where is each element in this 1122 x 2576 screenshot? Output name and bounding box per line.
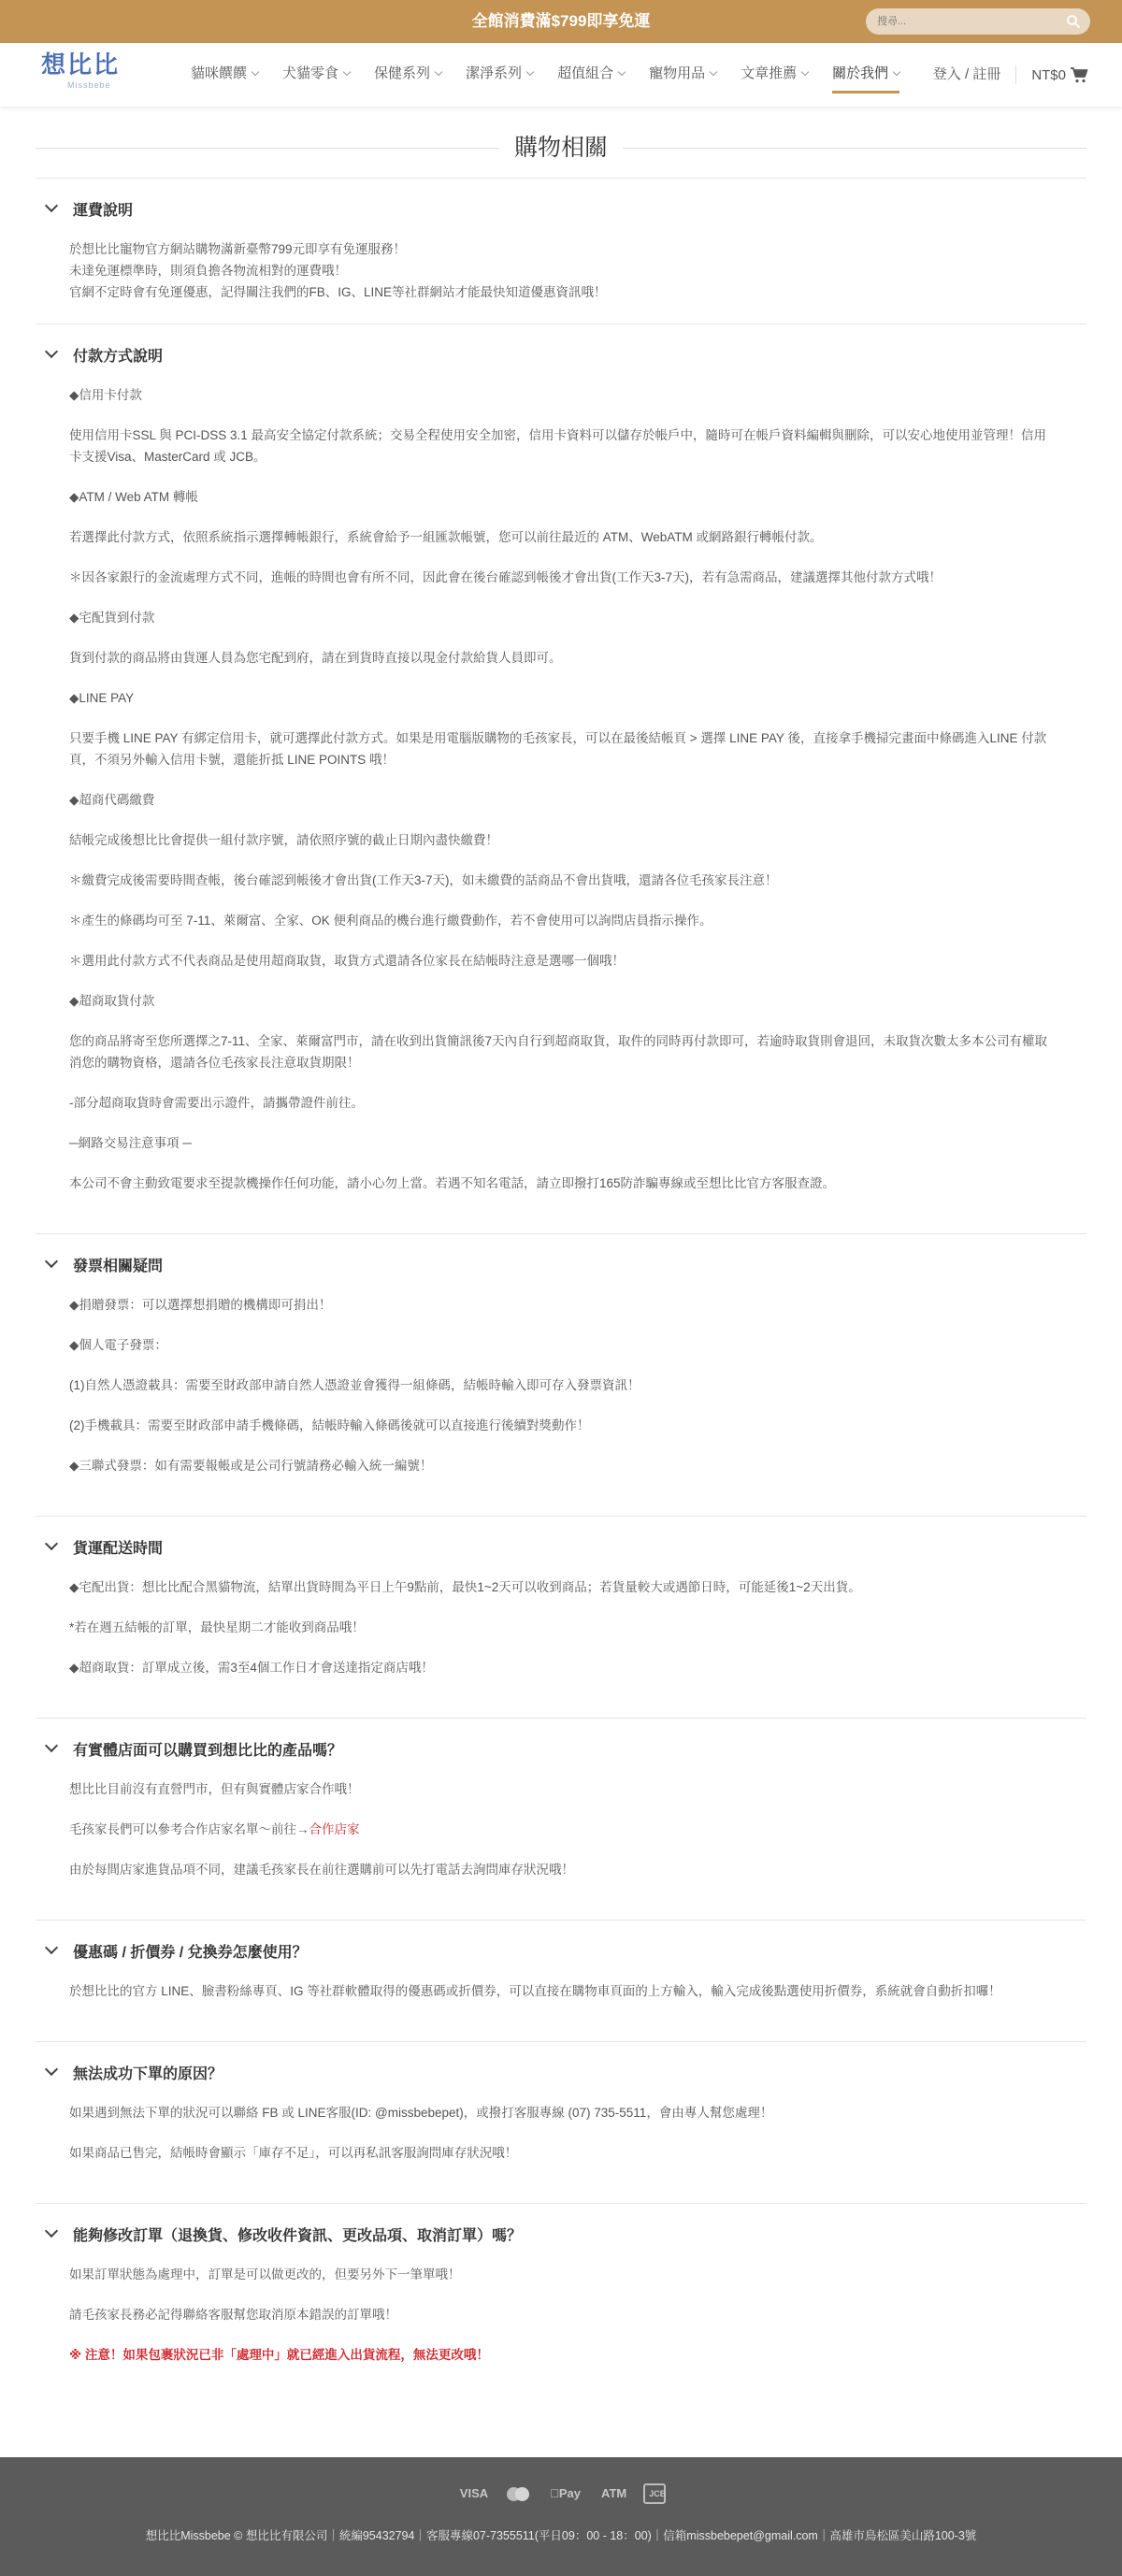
chevron-down-icon — [45, 199, 58, 212]
faq-paragraph: 結帳完成後想比比會提供一組付款序號，請依照序號的截止日期內盡快繳費！ — [69, 833, 498, 847]
jcb-icon: JCB — [643, 2483, 666, 2504]
chevron-down-icon — [343, 68, 351, 76]
faq-paragraph: 只要手機 LINE PAY 有綁定信用卡，就可選擇此付款方式。如果是用電腦版購物的毛孩家長，可以在最後結帳頁 > 選擇 LINE PAY 後，直接拿手機掃完畫面中條碼進入LINE 付款頁，不須另外輸入信用卡號，還能折抵 LINE POINTS 哦！ — [69, 731, 1047, 767]
faq-paragraph: ◆超商取貨：訂單成立後，需3至4個工作日才會送達指定商店哦！ — [69, 1661, 434, 1675]
faq-title: 付款方式說明 — [73, 348, 164, 365]
nav-item-snacks[interactable] — [282, 43, 350, 107]
faq-title: 無法成功下單的原因？ — [73, 2065, 223, 2082]
chevron-down-icon — [252, 68, 259, 76]
nav-label: 貓咪饌饌 — [191, 65, 248, 81]
promo-bar — [0, 0, 1122, 43]
header-actions — [933, 43, 1088, 107]
faq-toggle[interactable] — [36, 2042, 1086, 2102]
partner-stores-link[interactable]: 合作店家 — [309, 1822, 360, 1836]
footer-copyright: 想比比Missbebe © 想比比有限公司｜統編95432794｜客服專線07-7355511(平日09：00 - 18：00)｜信箱missbebepet@gmail.com｜高雄市鳥松區美山路100-3號 — [145, 2529, 977, 2542]
chevron-down-icon — [45, 1941, 58, 1954]
faq-paragraph: 您的商品將寄至您所選擇之7-11、全家、萊爾富門市，請在收到出貨簡訊後7天內自行到超商取貨，取件的同時再付款即可，若逾時取貨則會退回，未取貨次數太多本公司有權取消您的購物資格，還請各位毛孩家長注意取貨期限！ — [69, 1034, 1048, 1070]
faq-section-modify-order — [36, 2203, 1086, 2405]
faq-toggle[interactable] — [36, 324, 1086, 384]
chevron-down-icon — [893, 68, 900, 76]
nav-label: 寵物用品 — [649, 65, 706, 81]
faq-paragraph: ◆捐贈發票：可以選擇想捐贈的機構即可捐出！ — [69, 1298, 332, 1312]
payment-icons — [0, 2483, 1122, 2504]
faq-paragraph: (1)自然人憑證載具：需要至財政部申請自然人憑證並會獲得一組條碼，結帳時輸入即可存入發票資訊！ — [69, 1378, 640, 1392]
faq-title: 貨運配送時間 — [73, 1540, 164, 1557]
faq-paragraph: ＊繳費完成後需要時間查帳，後台確認到帳後才會出貨(工作天3-7天)，如未繳費的話商品不會出貨哦，還請各位毛孩家長注意！ — [69, 873, 778, 887]
faq-line: 官網不定時會有免運優惠，記得關注我們的FB、IG、LINE等社群網站才能最快知道優惠資訊哦！ — [69, 285, 607, 299]
faq-title: 有實體店面可以購買到想比比的產品嗎？ — [73, 1742, 343, 1759]
cart-icon — [1070, 66, 1088, 83]
faq-paragraph — [69, 1819, 1058, 1840]
mastercard-icon — [505, 2483, 533, 2504]
nav-label: 超值組合 — [557, 65, 614, 81]
nav-item-cat-food[interactable] — [191, 43, 258, 107]
chevron-down-icon — [618, 68, 626, 76]
faq-paragraph: 貨到付款的商品將由貨運人員為您宅配到府，請在到貨時直接以現金付款給貨人員即可。 — [69, 651, 562, 665]
page-title: 購物相關 — [499, 135, 623, 161]
nav-item-articles[interactable] — [741, 43, 808, 107]
login-link[interactable]: 登入 / 註冊 — [933, 65, 1017, 84]
faq-toggle[interactable] — [36, 179, 1086, 238]
chevron-down-icon — [45, 345, 58, 358]
chevron-down-icon — [45, 2063, 58, 2076]
faq-paragraph: 本公司不會主動致電要求至提款機操作任何功能，請小心勿上當。若遇不知名電話，請立即撥打165防詐騙專線或至想比比官方客服查證。 — [69, 1176, 836, 1190]
faq-paragraph: ◆超商代碼繳費 — [69, 793, 155, 807]
faq-paragraph: 若選擇此付款方式，依照系統指示選擇轉帳銀行，系統會給予一組匯款帳號，您可以前往最近的 ATM、WebATM 或網路銀行轉帳付款。 — [69, 530, 823, 544]
faq-section-coupons — [36, 1920, 1086, 2041]
chevron-down-icon — [435, 68, 442, 76]
faq-paragraph: ＊因各家銀行的金流處理方式不同，進帳的時間也會有所不同，因此會在後台確認到帳後才會出貨(工作天3-7天)，若有急需商品，建議選擇其他付款方式哦！ — [69, 570, 942, 584]
chevron-down-icon — [710, 68, 717, 76]
faq-line: 於想比比寵物官方網站購物滿新臺幣799元即享有免運服務！ — [69, 242, 407, 256]
faq-section-delivery-time — [36, 1516, 1086, 1718]
main-nav — [191, 43, 924, 107]
faq-warning: ※ 注意！如果包裹狀況已非「處理中」就已經進入出貨流程，無法更改哦！ — [69, 2348, 489, 2362]
faq-section-physical-stores — [36, 1718, 1086, 1920]
faq-title: 能夠修改訂單（退換貨、修改收件資訊、更改品項、取消訂單）嗎？ — [73, 2227, 523, 2244]
faq-paragraph: ◆三聯式發票：如有需要報帳或是公司行號請務必輸入統一編號！ — [69, 1459, 433, 1473]
faq-toggle[interactable] — [36, 2204, 1086, 2264]
nav-label: 保健系列 — [374, 65, 431, 81]
nav-item-health[interactable] — [374, 43, 441, 107]
faq-body — [36, 384, 1086, 1194]
chevron-down-icon — [45, 1537, 58, 1550]
faq-paragraph: -部分超商取貨時會需要出示證件，請攜帶證件前往。 — [69, 1096, 364, 1110]
faq-line: 未達免運標準時，則須負擔各物流相對的運費哦！ — [69, 264, 347, 278]
nav-label: 犬貓零食 — [282, 65, 339, 81]
faq-section-payment — [36, 324, 1086, 1233]
faq-paragraph: ＊選用此付款方式不代表商品是使用超商取貨，取貨方式還請各位家長在結帳時注意是選哪一個哦！ — [69, 954, 625, 968]
chevron-down-icon — [45, 2224, 58, 2238]
faq-paragraph: 如果遇到無法下單的狀況可以聯絡 FB 或 LINE客服(ID: @missbebepet)，或撥打客服專線 (07) 735-5511，會由專人幫您處理！ — [69, 2106, 773, 2120]
faq-paragraph: *若在週五結帳的訂單，最快星期二才能收到商品哦！ — [69, 1620, 365, 1634]
faq-paragraph: ◆超商取貨付款 — [69, 994, 155, 1008]
chevron-down-icon — [526, 68, 534, 76]
faq-paragraph: ◆信用卡付款 — [69, 388, 142, 402]
faq-paragraph: 由於每間店家進貨品項不同，建議毛孩家長在前往選購前可以先打電話去詢問庫存狀況哦！ — [69, 1863, 574, 1877]
faq-paragraph: ◆宅配出貨：想比比配合黑貓物流，結單出貨時間為平日上午9點前，最快1~2天可以收到商品；若貨量較大或遇節日時，可能延後1~2天出貨。 — [69, 1580, 861, 1594]
cart-total: NT$0 — [1031, 66, 1066, 83]
logo-text: 想比比 — [41, 51, 121, 79]
faq-title: 運費說明 — [73, 202, 134, 219]
nav-label: 關於我們 — [832, 65, 889, 81]
faq-section-order-failure — [36, 2041, 1086, 2203]
faq-paragraph: ◆宅配貨到付款 — [69, 611, 155, 625]
nav-label: 潔淨系列 — [466, 65, 523, 81]
faq-paragraph: (2)手機載具：需要至財政部申請手機條碼，結帳時輸入條碼後就可以直接進行後續對獎動作！ — [69, 1418, 590, 1432]
promo-text: 全館消費滿$799即享免運 — [471, 12, 651, 30]
faq-body — [36, 1576, 1086, 1678]
faq-section-invoice — [36, 1233, 1086, 1516]
chevron-down-icon — [45, 1739, 58, 1752]
atm-icon: ATM — [597, 2486, 623, 2500]
nav-item-supplies[interactable] — [649, 43, 716, 107]
faq-paragraph: 如果訂單狀態為處理中，訂單是可以做更改的，但要另外下一筆單哦！ — [69, 2267, 461, 2281]
faq-paragraph: ◆個人電子發票： — [69, 1338, 167, 1352]
faq-toggle[interactable] — [36, 1921, 1086, 1980]
faq-toggle[interactable] — [36, 1517, 1086, 1576]
visa-icon: VISA — [459, 2486, 489, 2500]
faq-body — [36, 1980, 1086, 2002]
faq-paragraph: 請毛孩家長務必記得聯絡客服幫您取消原本錯誤的訂單哦！ — [69, 2308, 397, 2322]
faq-paragraph: 於想比比的官方 LINE、臉書粉絲專頁、IG 等社群軟體取得的優惠碼或折價券，可以直接在購物車頁面的上方輸入，輸入完成後點選使用折價券，系統就會自動折扣囉！ — [69, 1984, 1001, 1998]
faq-paragraph: 想比比目前沒有直營門市，但有與實體店家合作哦！ — [69, 1782, 360, 1796]
faq-body — [36, 238, 1086, 303]
faq-paragraph: 如果商品已售完，結帳時會顯示「庫存不足」，可以再私訊客服詢問庫存狀況哦！ — [69, 2146, 518, 2160]
search-input[interactable] — [866, 8, 1053, 35]
nav-item-cleaning[interactable] — [466, 43, 533, 107]
logo-subtext: Missbebe — [67, 80, 111, 90]
faq-body — [36, 1294, 1086, 1476]
chevron-down-icon — [45, 1255, 58, 1268]
search-box[interactable] — [866, 8, 1090, 35]
faq-paragraph: ─網路交易注意事項 ─ — [69, 1136, 192, 1150]
faq-paragraph: 使用信用卡SSL 與 PCI-DSS 3.1 最高安全協定付款系統；交易全程使用安全加密，信用卡資料可以儲存於帳戶中，隨時可在帳戶資料編輯與刪除，可以安心地使用並管理！信用卡支援Visa、MasterCard 或 JCB。 — [69, 428, 1047, 464]
partner-prefix: 毛孩家長們可以參考合作店家名單〜前往→ — [69, 1822, 309, 1836]
faq-toggle[interactable] — [36, 1719, 1086, 1778]
faq-body — [36, 2264, 1086, 2366]
apple-pay-label: Pay — [554, 2486, 577, 2500]
nav-label: 文章推薦 — [741, 65, 798, 81]
faq-title: 發票相關疑問 — [73, 1258, 164, 1274]
site-header — [0, 43, 1122, 107]
faq-title: 優惠碼 / 折價券 / 兌換券怎麼使用？ — [73, 1944, 308, 1961]
faq-paragraph: ◆LINE PAY — [69, 691, 135, 705]
main-content — [36, 107, 1086, 2405]
nav-item-about[interactable] — [832, 43, 899, 107]
faq-paragraph: ＊產生的條碼均可至 7-11、萊爾富、全家、OK 便利商品的機台進行繳費動作，若不會使用可以詢問店員指示操作。 — [69, 914, 712, 928]
faq-paragraph: ◆ATM / Web ATM 轉帳 — [69, 490, 198, 504]
site-logo[interactable] — [41, 50, 138, 99]
apple-pay-icon — [546, 2483, 584, 2504]
faq-body — [36, 1778, 1086, 1880]
nav-item-bundles[interactable] — [557, 43, 625, 107]
search-icon[interactable] — [1066, 14, 1081, 29]
chevron-down-icon — [801, 68, 809, 76]
site-footer — [0, 2457, 1122, 2576]
cart-link[interactable] — [1031, 66, 1088, 83]
page-title-row — [36, 129, 1086, 166]
faq-section-shipping-fee — [36, 178, 1086, 324]
faq-toggle[interactable] — [36, 1234, 1086, 1294]
faq-body — [36, 2102, 1086, 2164]
